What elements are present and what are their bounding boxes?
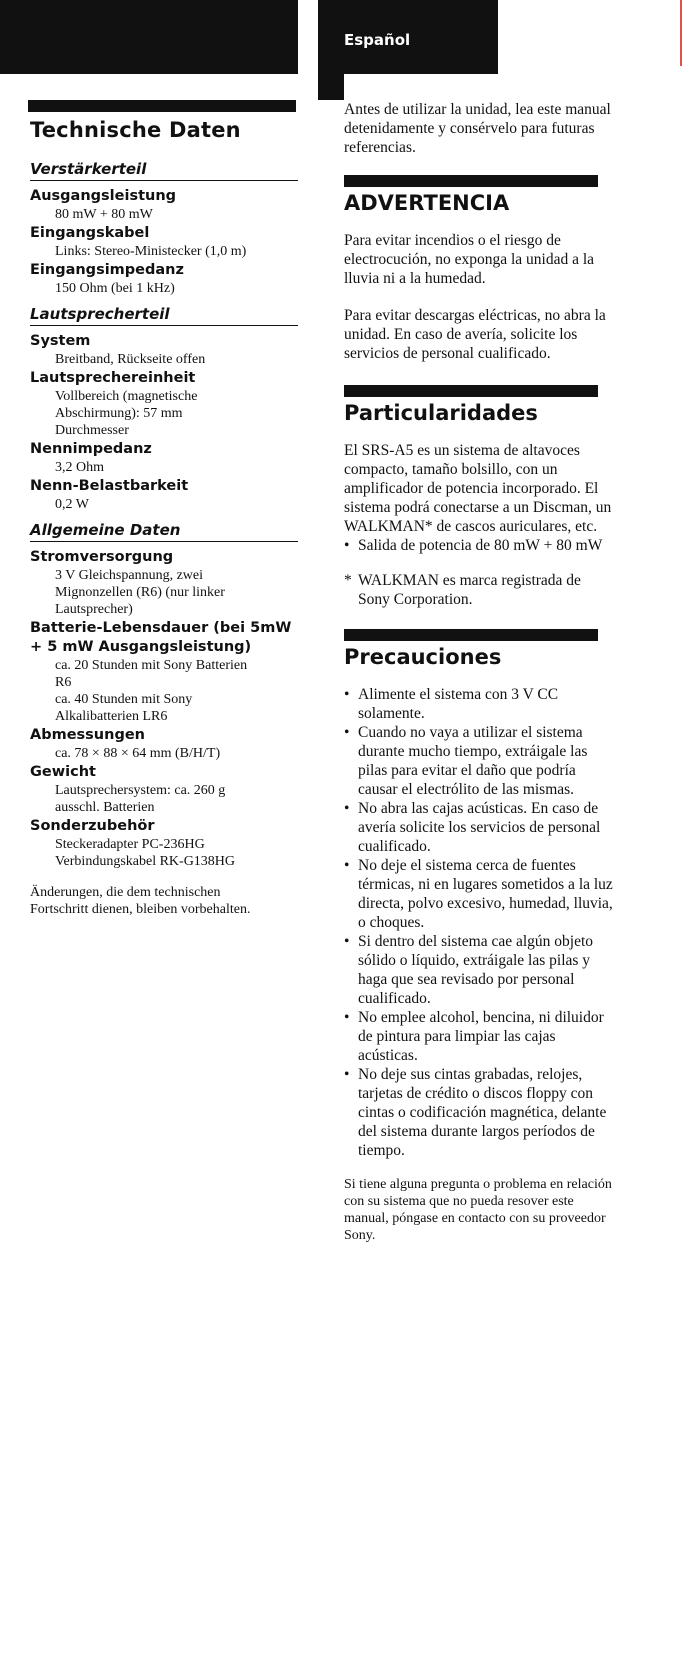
language-tab-label: Español	[344, 31, 411, 49]
spec-value: Breitband, Rückseite offen	[55, 352, 206, 367]
spec-term: Sonderzubehör	[30, 818, 155, 834]
section-bar	[28, 100, 296, 112]
spec-value: 150 Ohm (bei 1 kHz)	[55, 281, 175, 296]
language-tab-stem	[318, 74, 344, 100]
spec-value: 0,2 W	[55, 497, 89, 512]
section-bar	[344, 629, 598, 641]
section-bar	[344, 385, 598, 397]
spec-term: Abmessungen	[30, 727, 145, 743]
spec-value: 80 mW + 80 mW	[55, 207, 153, 222]
list-item: • No deje el sistema cerca de fuentes térmicas, ni en lugares sometidos a la luz directa, polvo excesivo, humedad, lluvia, o choques.	[344, 856, 614, 932]
page-title: Technische Daten	[30, 118, 241, 142]
precautions-heading: Precauciones	[344, 645, 502, 669]
footnote	[344, 571, 614, 609]
technical-data-column	[30, 100, 298, 918]
left-header-block	[0, 0, 298, 74]
features-paragraph: El SRS-A5 es un sistema de altavoces compacto, tamaño bolsillo, con un amplificador de potencia incorporado. El sistema podrá conectarse a un Discman, un WALKMAN* de cascos auriculares, etc.	[344, 442, 612, 535]
intro-paragraph: Antes de utilizar la unidad, lea este manual detenidamente y consérvelo para futuras referencias.	[344, 101, 611, 156]
features-heading: Particularidades	[344, 401, 538, 425]
spec-term: Gewicht	[30, 764, 96, 780]
page-edge-line	[680, 0, 682, 66]
spec-term: Stromversorgung	[30, 549, 174, 565]
list-item: • No deje sus cintas grabadas, relojes, tarjetas de crédito o discos floppy con cintas o codificación magnética, delante del sistema durante largos períodos de tiempo.	[344, 1065, 614, 1160]
spec-value: ca. 78 × 88 × 64 mm (B/H/T)	[55, 746, 221, 761]
disclaimer-note: Änderungen, die dem technischen Fortschritt dienen, bleiben vorbehalten.	[30, 885, 251, 917]
closing-note: Si tiene alguna pregunta o problema en relación con su sistema que no pueda resover este manual, póngase en contacto con su proveedor Sony.	[344, 1177, 612, 1243]
spec-section-amplifier	[30, 160, 298, 297]
spec-term: Ausgangsleistung	[30, 188, 177, 204]
spec-term: Eingangskabel	[30, 225, 150, 241]
spec-value: 3,2 Ohm	[55, 460, 104, 475]
spec-value: Vollbereich (magnetische Abschirmung): 57 mm Durchmesser	[55, 389, 198, 438]
section-heading: Verstärkerteil	[30, 160, 298, 181]
list-item: • No emplee alcohol, bencina, ni diluidor de pintura para limpiar las cajas acústicas.	[344, 1008, 614, 1065]
features-list	[344, 536, 614, 555]
spec-section-general	[30, 521, 298, 870]
section-heading: Allgemeine Daten	[30, 521, 298, 542]
spec-value: 3 V Gleichspannung, zwei Mignonzellen (R6) (nur linker Lautsprecher)	[55, 568, 225, 617]
spec-term: Nenn-Belastbarkeit	[30, 478, 189, 494]
spec-term: Lautsprechereinheit	[30, 370, 196, 386]
language-tab	[318, 0, 498, 74]
spec-value: ca. 20 Stunden mit Sony Batterien R6 ca. 40 Stunden mit Sony Alkalibatterien LR6	[55, 658, 248, 724]
spec-value: Steckeradapter PC-236HG Verbindungskabel RK-G138HG	[55, 837, 236, 869]
section-bar	[344, 175, 598, 187]
spec-term: System	[30, 333, 91, 349]
list-item: • No abra las cajas acústicas. En caso de avería solicite los servicios de personal cualificado.	[344, 799, 614, 856]
list-item: • Alimente el sistema con 3 V CC solamente.	[344, 685, 614, 723]
spanish-column	[344, 100, 614, 1244]
footnote-text: WALKMAN es marca registrada de Sony Corporation.	[358, 572, 581, 608]
warning-paragraph: Para evitar descargas eléctricas, no abra la unidad. En caso de avería, solicite los servicios de personal cualificado.	[344, 307, 606, 362]
spec-term: Batterie-Lebensdauer (bei 5mW + 5 mW Ausgangsleistung)	[30, 620, 292, 655]
spec-value: Lautsprechersystem: ca. 260 g ausschl. Batterien	[55, 783, 226, 815]
spec-term: Eingangsimpedanz	[30, 262, 184, 278]
list-item: • Cuando no vaya a utilizar el sistema durante mucho tiempo, extráigale las pilas para evitar el daño que podría causar el electrólito de las mismas.	[344, 723, 614, 799]
warning-heading: ADVERTENCIA	[344, 191, 510, 215]
precautions-list	[344, 685, 614, 1160]
section-heading: Lautsprecherteil	[30, 305, 298, 326]
spec-term: Nennimpedanz	[30, 441, 152, 457]
spec-section-speaker	[30, 305, 298, 513]
footnote-mark: *	[344, 572, 352, 589]
list-item: • Si dentro del sistema cae algún objeto sólido o líquido, extráigale las pilas y haga que sea revisado por personal cualificado.	[344, 932, 614, 1008]
list-item: • Salida de potencia de 80 mW + 80 mW	[344, 536, 614, 555]
spec-value: Links: Stereo-Ministecker (1,0 m)	[55, 244, 247, 259]
warning-paragraph: Para evitar incendios o el riesgo de electrocución, no exponga la unidad a la lluvia ni a la humedad.	[344, 232, 595, 287]
